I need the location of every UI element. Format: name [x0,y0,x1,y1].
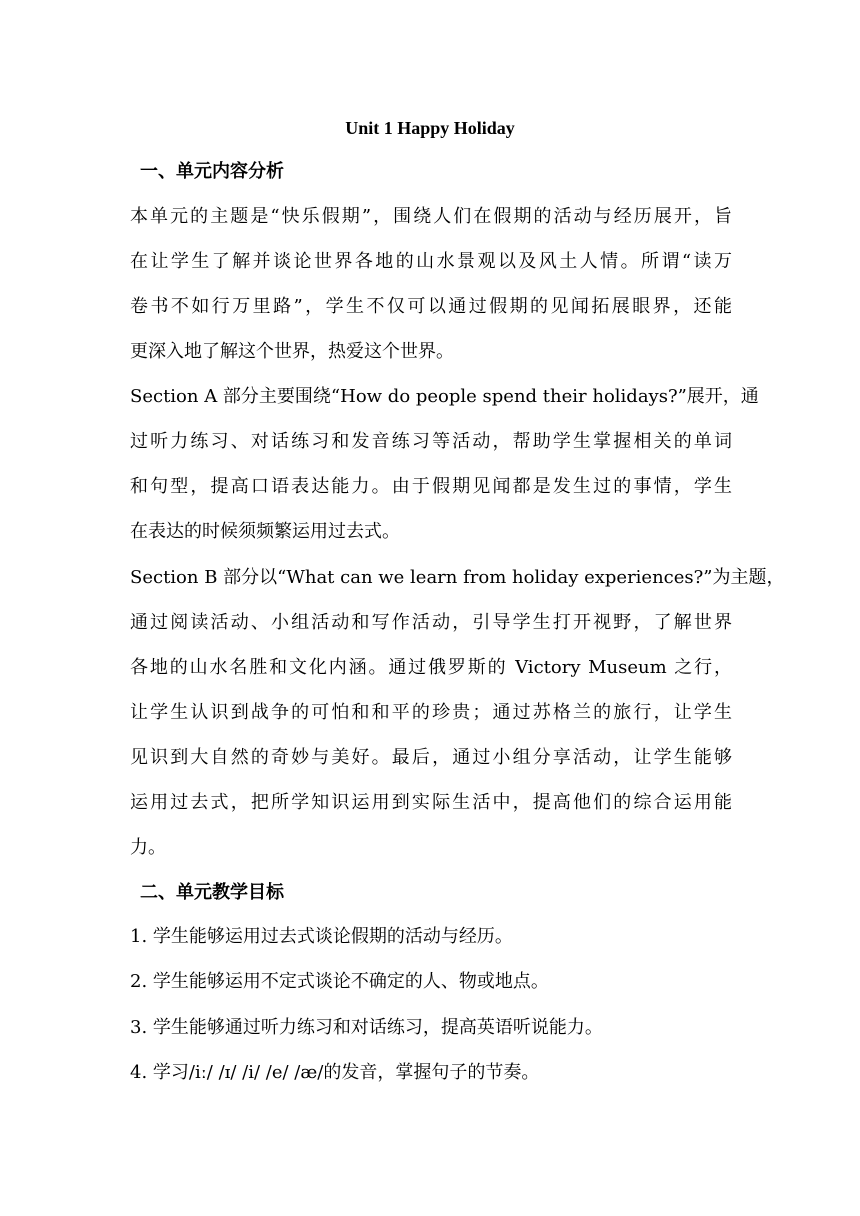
page-title: Unit 1 Happy Holiday [345,118,515,138]
goal-item: 2. 学生能够运用不定式谈论不确定的人、物或地点。 [130,971,549,992]
paragraph-line: 在表达的时候须频繁运用过去式。 [130,521,400,542]
section-heading-teaching-goals: 二、单元教学目标 [140,882,284,903]
paragraph-line: Section A 部分主要围绕“How do people spend their holidays?”展开，通 [130,386,759,407]
paragraph-section-a [130,374,759,554]
paragraph-line: 力。 [130,837,166,858]
paragraph-line: 更深入地了解这个世界，热爱这个世界。 [130,341,454,362]
section-heading-content-analysis: 一、单元内容分析 [140,161,284,182]
paragraph-line: 过听力练习、对话练习和发音练习等活动，帮助学生掌握相关的单词 [130,431,732,452]
paragraph-line: 和句型，提高口语表达能力。由于假期见闻都是发生过的事情，学生 [130,476,732,497]
paragraph-line: 本单元的主题是“快乐假期”，围绕人们在假期的活动与经历展开，旨 [130,206,732,227]
paragraph-section-b [130,555,785,870]
paragraph-line: Section B 部分以“What can we learn from holiday experiences?”为主题， [130,567,785,588]
goal-item: 4. 学习/iː/ /ɪ/ /i/ /e/ /æ/的发音，掌握句子的节奏。 [130,1062,540,1083]
paragraph-line: 各地的山水名胜和文化内涵。通过俄罗斯的 Victory Museum 之行， [130,657,732,678]
goal-item: 3. 学生能够通过听力练习和对话练习，提高英语听说能力。 [130,1017,603,1038]
goal-item: 1. 学生能够运用过去式谈论假期的活动与经历。 [130,926,513,947]
paragraph-line: 通过阅读活动、小组活动和写作活动，引导学生打开视野，了解世界 [130,612,732,633]
paragraph-theme [130,194,732,374]
paragraph-line: 在让学生了解并谈论世界各地的山水景观以及风土人情。所谓“读万 [130,251,732,272]
paragraph-line: 运用过去式，把所学知识运用到实际生活中，提高他们的综合运用能 [130,792,732,813]
paragraph-line: 卷书不如行万里路”，学生不仅可以通过假期的见闻拓展眼界，还能 [130,296,732,317]
paragraph-line: 见识到大自然的奇妙与美好。最后，通过小组分享活动，让学生能够 [130,747,732,768]
paragraph-line: 让学生认识到战争的可怕和和平的珍贵；通过苏格兰的旅行，让学生 [130,702,732,723]
